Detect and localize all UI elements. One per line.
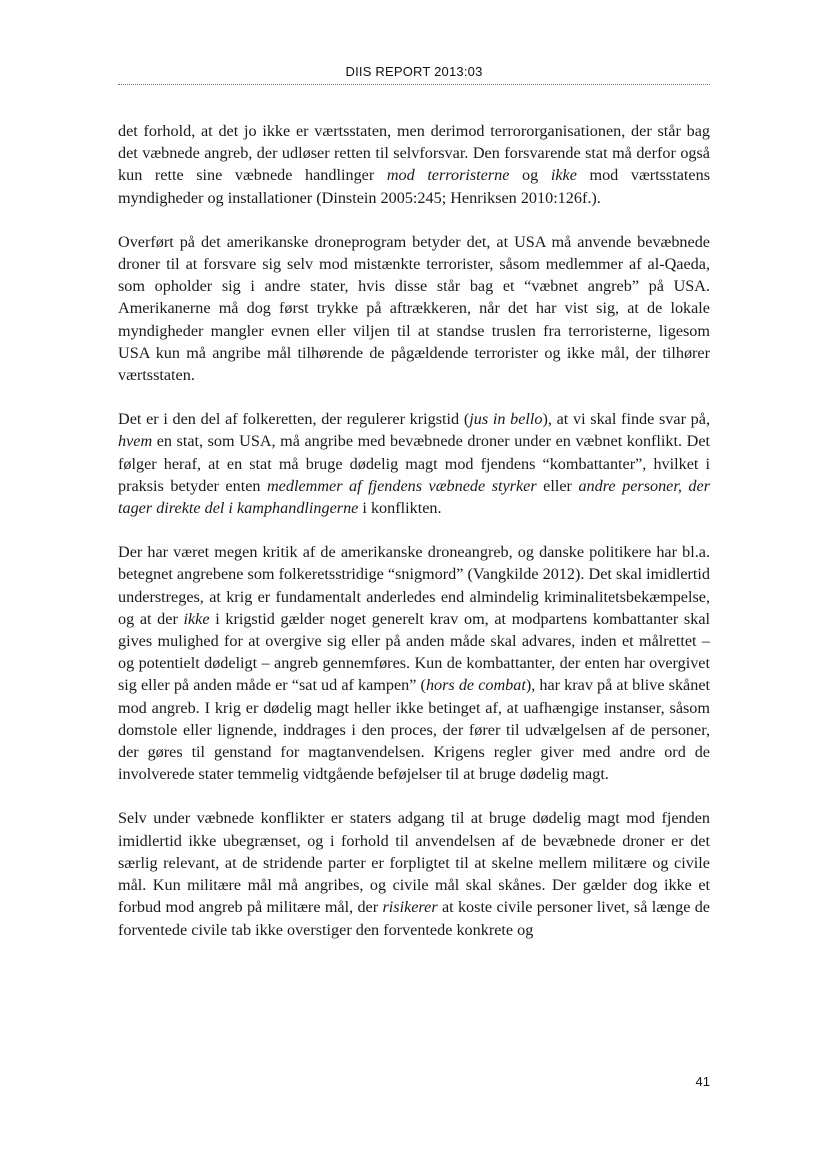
body-paragraph [118,408,710,519]
body-text [118,120,710,941]
body-paragraph [118,541,710,785]
text-run: Selv under væbnede konflikter er staters adgang til at bruge dødelig magt mod fjenden imidlertid ikke ubegrænset, og i forhold til anvendelsen af de bevæbnede droner er det særlig relevant, at de stridende parter er forpligtet til at skelne mellem militære og civile mål. Kun militære mål må angribes, og civile mål skal skånes. Der gælder dog ikke et forbud mod angreb på militære mål, der [118,809,710,917]
italic-text: andre personer, der tager direkte del i kamphandlingerne [118,476,710,518]
text-run: i konflikten. [358,499,442,518]
text-run: Det er i den del af folkeretten, der regulerer krigstid ( [118,410,470,429]
italic-text: ikke [550,166,577,185]
text-run: Der har været megen kritik af de amerikanske droneangreb, og danske politikere har bl.a. betegnet angrebene som folkeretsstridige “snigmord” (Vangkilde 2012). Det skal imidlertid understreges, at krig er fundamentalt anderledes end almindelig kriminalitetsbekæmpelse, og at der [118,543,710,628]
text-run: Overført på det amerikanske droneprogram betyder det, at USA må anvende bevæbnede droner til at forsvare sig selv mod mistænkte terrorister, såsom medlemmer af al-Qaeda, som opholder sig i andre stater, hvis disse står bag et “væbnet angreb” på USA. Amerikanerne må dog først trykke på aftrækkeren, når det har vist sig, at de lokale myndigheder mangler evnen eller viljen til at standse truslen fra terroristerne, ligesom USA kun må angribe mål tilhørende de pågældende terrorister og ikke mål, der tilhører værtsstaten. [118,232,710,385]
italic-text: medlemmer af fjendens væbnede styrker [266,476,537,495]
body-paragraph [118,120,710,209]
text-run: ), har krav på at blive skånet mod angreb. I krig er dødelig magt heller ikke betinget af, at uafhængige instanser, såsom domstole eller lignende, inddrages i den proces, der fører til udvælgelsen af de personer, der gøres til genstand for magtanvendelsen. Krigens regler giver med andre ord de involverede stater temmelig vidtgående beføjelser til at bruge dødelig magt. [118,676,710,784]
italic-text: risikerer [382,898,438,917]
page-number: 41 [695,1074,710,1089]
text-run: i krigstid gælder noget generelt krav om, at modpartens kombattanter skal gives mulighed for at overgive sig eller på anden måde skal advares, inden et målrettet – og potentielt dødeligt – angreb gennemføres. Kun de kombattanter, der enten har overgivet sig eller på anden måde er “sat ud af kampen” ( [118,609,710,695]
body-paragraph [118,231,710,386]
text-run: at koste civile personer livet, så længe de forventede civile tab ikke overstiger den forventede konkrete og [118,898,710,939]
text-run: eller [536,476,579,495]
italic-text: ikke [183,609,210,628]
italic-text: hvem [118,432,153,451]
text-run: og [509,166,551,185]
text-run: ), at vi skal finde svar på, [542,410,711,429]
italic-text: mod terroristerne [386,166,510,185]
body-paragraph [118,807,710,940]
italic-text: hors de combat [425,676,526,695]
running-header-title: DIIS REPORT 2013:03 [345,64,483,79]
text-run: mod værtsstatens myndigheder og installationer (Dinstein 2005:245; Henriksen 2010:126f.). [118,166,710,207]
header-dotted-rule [118,84,710,85]
text-run: det forhold, at det jo ikke er værtsstaten, men derimod terrororganisationen, der står bag det væbnede angreb, der udløser retten til selvforsvar. Den forsvarende stat må derfor også kun rette sine væbnede handlinger [118,122,710,185]
italic-text: jus in bello [469,410,543,429]
text-run: en stat, som USA, må angribe med bevæbnede droner under en væbnet konflikt. Det følger heraf, at en stat må bruge dødelig magt mod fjendens “kombattanter”, hvilket i praksis betyder enten [118,432,710,495]
